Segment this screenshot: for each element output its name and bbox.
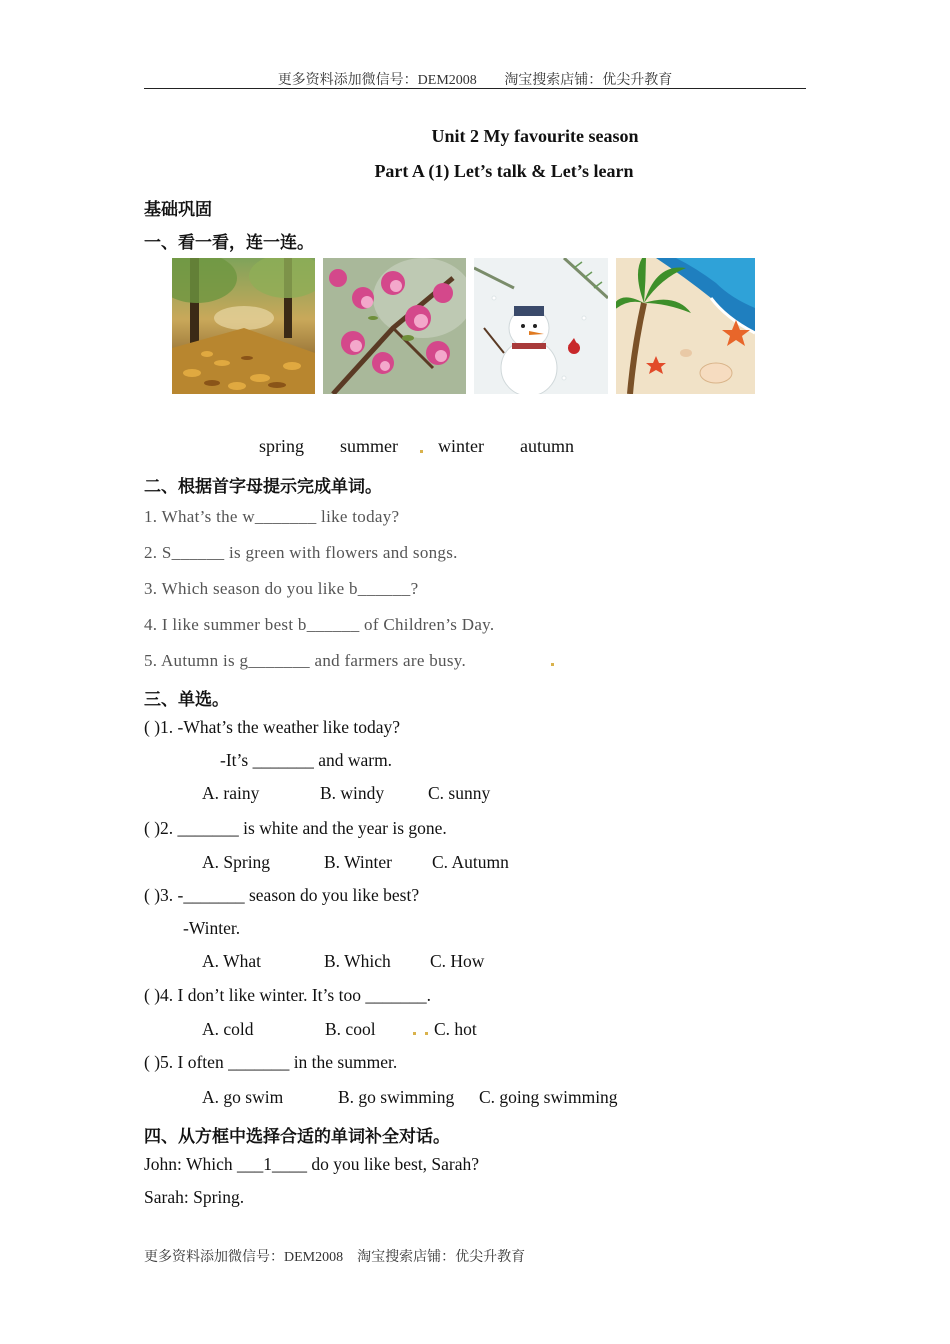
- question-2-option-c: C. Autumn: [432, 852, 509, 872]
- question-1-option-a: A. rainy: [202, 783, 260, 803]
- stray-dot: [413, 1032, 416, 1035]
- header-wechat: 更多资料添加微信号：DEM2008: [277, 73, 477, 88]
- word-summer: summer: [340, 436, 398, 456]
- fill-item-1: 1. What’s the w_______ like today?: [144, 507, 400, 526]
- word-spring: spring: [259, 436, 304, 456]
- question-3-stem: ( )3. -_______ season do you like best?: [144, 885, 420, 905]
- question-4-option-b: B. cool: [325, 1019, 376, 1039]
- fill-item-4: 4. I like summer best b______ of Children’s Day.: [144, 615, 495, 634]
- section3-heading: 三、单选。: [144, 690, 229, 710]
- question-3-option-c: C. How: [430, 951, 485, 971]
- question-5-stem: ( )5. I often _______ in the summer.: [144, 1052, 398, 1072]
- fill-item-2: 2. S______ is green with flowers and songs.: [144, 543, 458, 562]
- question-2-option-b: B. Winter: [324, 852, 392, 872]
- question-5-option-b: B. go swimming: [338, 1087, 455, 1107]
- peach-blossom-image: [323, 258, 466, 394]
- header-rule: [144, 88, 806, 89]
- stray-dot: [420, 450, 423, 453]
- fill-item-3: 3. Which season do you like b______?: [144, 579, 419, 598]
- question-3-answer-line: -Winter.: [183, 918, 241, 938]
- question-5-option-c: C. going swimming: [479, 1087, 618, 1107]
- question-1-stem: ( )1. -What’s the weather like today?: [144, 717, 401, 737]
- header-shop: 淘宝搜索店铺：优尖升教育: [504, 73, 673, 88]
- dialogue-line-2: Sarah: Spring.: [144, 1187, 245, 1207]
- page-footer: 更多资料添加微信号：DEM2008 淘宝搜索店铺：优尖升教育: [144, 1250, 526, 1265]
- word-autumn: autumn: [520, 436, 574, 456]
- basics-heading: 基础巩固: [144, 200, 212, 220]
- season-word-row: [259, 436, 574, 457]
- unit-title: Unit 2 My favourite season: [431, 126, 639, 146]
- stray-dot: [425, 1032, 428, 1035]
- question-4-option-c: C. hot: [434, 1019, 477, 1039]
- section1-heading: 一、看一看，连一连。: [144, 233, 314, 253]
- question-5-option-a: A. go swim: [202, 1087, 284, 1107]
- snowman-image: [474, 258, 608, 394]
- dialogue-line-1: John: Which ___1____ do you like best, Sarah?: [144, 1154, 480, 1174]
- page-header: [0, 69, 950, 89]
- part-title: Part A (1) Let’s talk & Let’s learn: [374, 161, 634, 181]
- word-winter: winter: [438, 436, 484, 456]
- section4-heading: 四、从方框中选择合适的单词补全对话。: [144, 1127, 450, 1147]
- question-2-option-a: A. Spring: [202, 852, 271, 872]
- question-4-stem: ( )4. I don’t like winter. It’s too _______.: [144, 985, 431, 1005]
- section2-heading: 二、根据首字母提示完成单词。: [144, 477, 382, 497]
- beach-palm-image: [616, 258, 755, 394]
- question-1-option-b: B. windy: [320, 783, 385, 803]
- question-4-option-a: A. cold: [202, 1019, 254, 1039]
- autumn-leaves-image: [172, 258, 315, 394]
- question-2-stem: ( )2. _______ is white and the year is gone.: [144, 818, 447, 838]
- question-1-option-c: C. sunny: [428, 783, 491, 803]
- question-3-option-a: A. What: [202, 951, 261, 971]
- fill-item-5: 5. Autumn is g_______ and farmers are busy.: [144, 651, 466, 670]
- question-1-answer-line: -It’s _______ and warm.: [220, 750, 393, 770]
- question-3-option-b: B. Which: [324, 951, 391, 971]
- stray-dot: [551, 663, 554, 666]
